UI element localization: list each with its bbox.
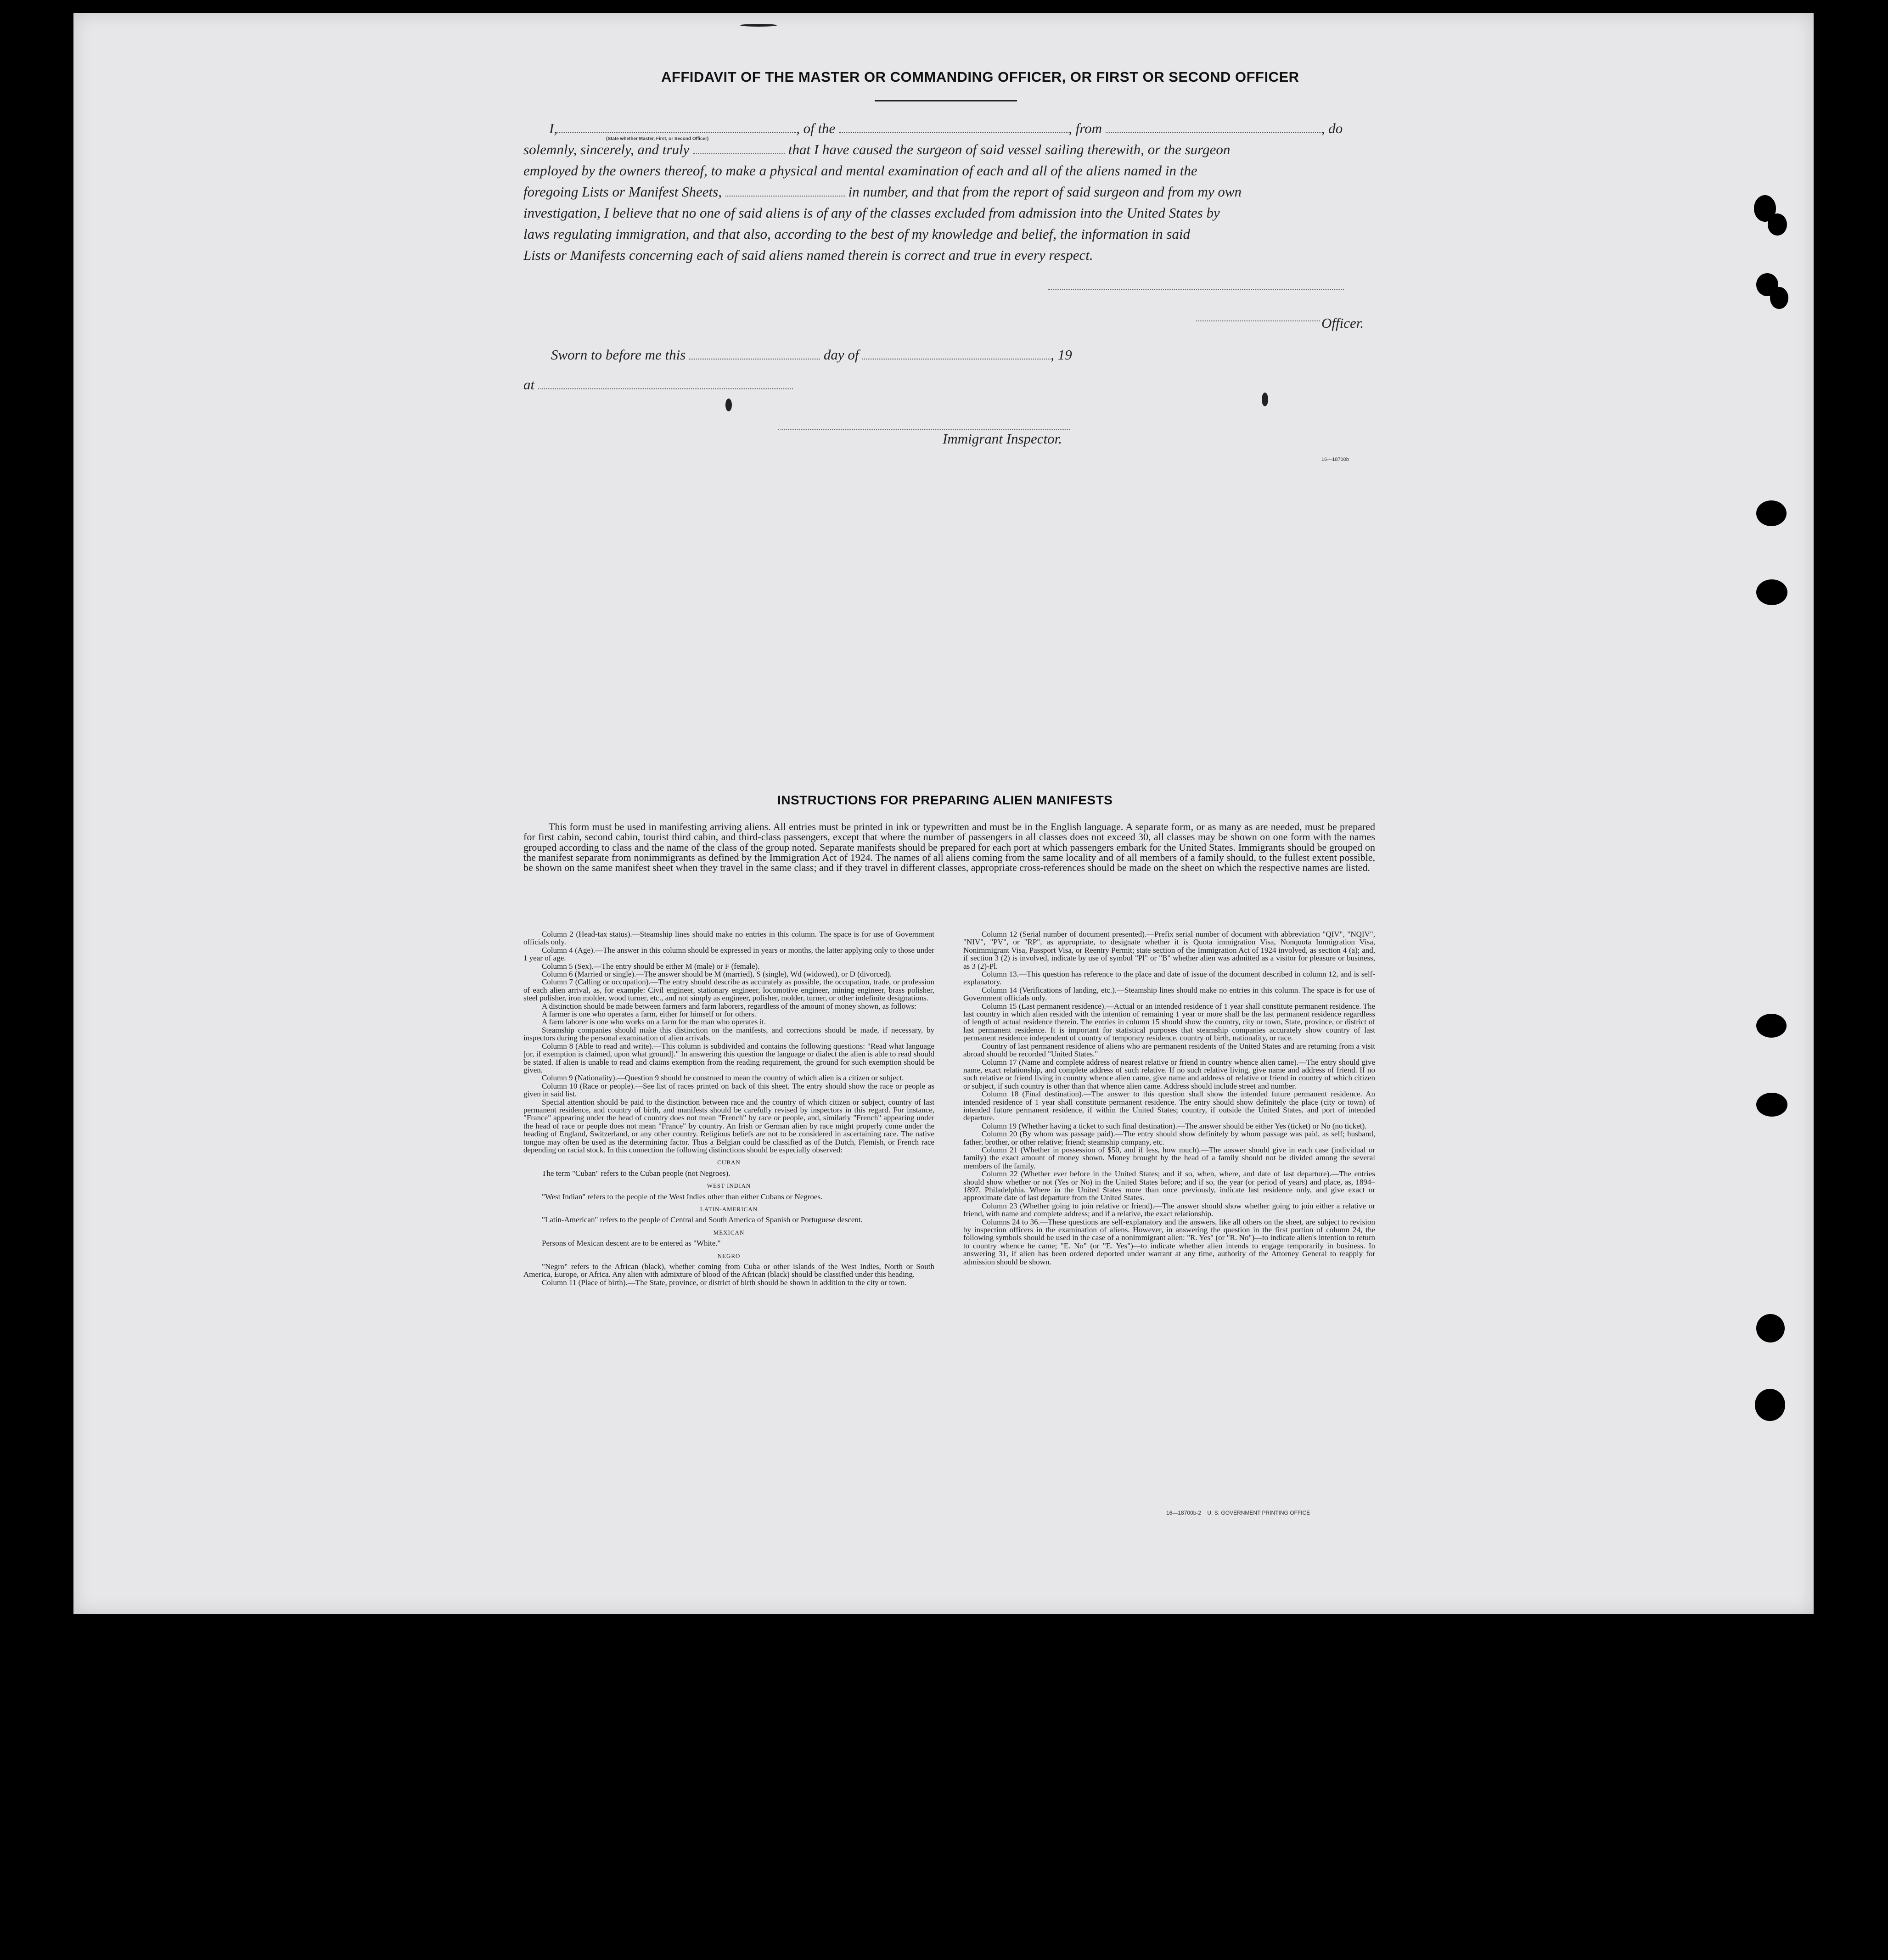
instruction-paragraph: A farm laborer is one who works on a farm for the man who operates it. [542,1017,766,1027]
instruction-paragraph: Column 18 (Final destination).—The answer to this question shall show the intended future permanent residence. An intended residence of 1 year shall constitute permanent residence. The entry should show definitely the place (city or town) of intended future permanent residence, if within the United States; country, if outside the United States, and port of intended departure. [963,1090,1375,1123]
form-number: 16—18700b [1321,457,1349,462]
instruction-paragraph: Columns 24 to 36.—These questions are self-explanatory and the answers, like all others on the sheet, are subject to revision by inspection officers in the examination of aliens. However, in answering the question in the first portion of column 24, the following symbols should be used in the case of a nonimmigrant alien: "R. Yes" (or "R. No")—to indicate alien's intention to return to country whence he came; "E. No" (or "E. Yes")—to indicate whether alien intends to engage temporarily in business. In answering 31, if alien has been ordered deported under warrant at any time, authority of the Attorney General to reapply for admission should be shown. [963,1217,1375,1266]
heading-mexican: MEXICAN [713,1229,745,1236]
at-line: at [523,376,793,393]
instruction-paragraph: Column 7 (Calling or occupation).—The entry should describe as accurately as possible, the occupation, trade, or profession of each alien arrival, as, for example: Civil engineer, stationary engineer, locomotive engineer, mining engineer, brass polisher, steel polisher, iron molder, wood turner, etc., and not simply as engineer, polisher, molder, turner, or other indefinite designations. [523,977,934,1003]
instruction-paragraph: Column 22 (Whether ever before in the United States; and if so, when, where, and date of last departure).—The entries should show whether or not (Yes or No) in the United States before; and if so, the year (or period of years) and place, as, 1894–1897, Philadelphia. Where in the United States more than once previously, indicate last residence only, and give exact or approximate date of last departure from the United States. [963,1169,1375,1202]
text-negro: "Negro" refers to the African (black), whether coming from Cuba or other islands of the West Indies, North or South America, Europe, or Africa. Any alien with admixture of blood of the African (black) should be classified under this heading. [523,1262,934,1279]
blank-field[interactable] [693,141,785,154]
affidavit-line-3: employed by the owners thereof, to make a physical and mental examination of each and all of the aliens named in the [523,163,1197,179]
binder-hole [1770,287,1788,309]
officer-signature-line[interactable] [1196,320,1320,321]
binder-hole [1756,500,1787,526]
ink-smudge [1262,393,1268,406]
affidavit-line-7: Lists or Manifests concerning each of said aliens named therein is correct and true in every respect. [523,247,1093,263]
instructions-intro: This form must be used in manifesting arriving aliens. All entries must be printed in ink or typewritten and must be in the English language. A separate form, or as many as are needed, must be prepared for first cabin, second cabin, tourist third cabin, and third-class passengers, except that where the number of passengers in all classes does not exceed 30, all classes may be shown on one form with the names grouped according to class and the name of the class of the group noted. Separate manifests should be prepared for each port at which passengers embark for the United States. Immigrants should be grouped on the manifest separate from nonimmigrants as defined by the Immigration Act of 1924. The names of all aliens coming from the same locality and of all members of a family should, to the fullest extent possible, be shown on the same manifest sheet when they travel in the same class; and if they travel in different classes, appropriate cross-references should be made on the sheet on which the respective names are listed. [523,821,1375,874]
affidavit-line-2: solemnly, sincerely, and truly that I have caused the surgeon of said vessel sailing therewith, or the surgeon [523,141,1231,157]
text-west-indian: "West Indian" refers to the people of the West Indies other than either Cubans or Negroes. [542,1192,823,1201]
text-latin-american: "Latin-American" refers to the people of Central and South America of Spanish or Portuguese descent. [542,1215,863,1224]
instruction-paragraph: Steamship companies should make this distinction on the manifests, and corrections should be made, if necessary, by inspectors during the personal examination of alien arrivals. [523,1025,934,1043]
instruction-paragraph: A distinction should be made between farmers and farm laborers, regardless of the amount of money shown, as follows: [542,1001,916,1011]
instruction-paragraph: Column 21 (Whether in possession of $50, and if less, how much).—The answer should give in each case (individual or family) the exact amount of money shown. Money brought by the head of a family should not be divided among the several members of the family. [963,1145,1375,1170]
instruction-paragraph: Column 14 (Verifications of landing, etc.).—Steamship lines should make no entries in this column. The space is for use of Government officials only. [963,985,1375,1003]
place-field[interactable] [538,376,793,389]
instruction-paragraph: Column 5 (Sex).—The entry should be either M (male) or F (female). [542,961,760,971]
instruction-paragraph: Column 10 (Race or people).—See list of races printed on back of this sheet. The entry should show the race or people as given in said list. [523,1081,934,1099]
vessel-name-field[interactable] [839,120,1068,133]
inspector-signature-line[interactable] [778,429,1070,430]
instructions-left-column [523,930,934,1286]
text-column-11: Column 11 (Place of birth).—The State, province, or district of birth should be shown in addition to the city or town. [542,1278,907,1287]
port-field[interactable] [1106,120,1321,133]
instruction-paragraph: A farmer is one who operates a farm, either for himself or for others. [542,1010,756,1019]
instruction-paragraph: Column 17 (Name and complete address of nearest relative or friend in country whence alien came).—The entry should give name, exact relationship, and complete address of such relative. If no such relative living, give name and address of friend. If no such relative or friend living in country whence alien came, give name and address of relative or friend in country of which citizen or subject, if such country is other than that whence alien came. Address should include street and number. [963,1057,1375,1090]
instruction-paragraph: Special attention should be paid to the distinction between race and the country of which citizen or subject, country of last permanent residence, and country of birth, and manifests should be carefully revised by inspectors in this regard. For instance, "France" appearing under the head of country does not mean "French" by race or people, and, similarly "French" appearing under the head of race or people does not mean "France" by country. An Irish or German alien by race might properly come under the heading of England, Switzerland, or any other country. Religious beliefs are not to be considered in ascertaining race. The native tongue may often be used as the determining factor. Thus a Belgian could be classified as of the Dutch, Flemish, or French race depending on racial stock. In this connection the following distinctions should be especially observed: [523,1097,934,1154]
officer-rank-field[interactable] [557,120,796,133]
instruction-paragraph: Column 19 (Whether having a ticket to such final destination).—The answer should be either Yes (ticket) or No (no ticket). [982,1121,1367,1130]
instruction-paragraph: Column 8 (Able to read and write).—This column is subdivided and contains the following questions: "Read what language [or, if exemption is claimed, upon what ground]." In answering this question the language or dialect the alien is able to read should be stated. If alien is unable to read and claims exemption from the reading requirement, the ground for such exemption should be given. [523,1041,934,1074]
inspector-label: Immigrant Inspector. [943,431,1062,447]
rank-note: (State whether Master, First, or Second Officer) [606,136,709,141]
title-underline [875,100,1017,101]
affidavit-line-6: laws regulating immigration, and that also, according to the best of my knowledge and belief, the information in said [523,226,1191,242]
ink-smudge [740,24,777,27]
sworn-date-field[interactable] [689,347,820,359]
instruction-paragraph: Column 6 (Married or single).—The answer should be M (married), S (single), Wd (widowed), or D (divorced). [542,970,892,979]
instruction-paragraph: Column 23 (Whether going to join relative or friend).—The answer should show whether going to join either a relative or friend, with name and complete address; and if a relative, the exact relationship. [963,1201,1375,1219]
binder-hole [1756,1314,1785,1342]
text-mexican: Persons of Mexican descent are to be entered as "White." [542,1239,721,1248]
instruction-paragraph: Column 9 (Nationality).—Question 9 should be construed to mean the country of which alien is a citizen or subject. [542,1073,904,1083]
ink-smudge [725,399,732,411]
instruction-paragraph: Country of last permanent residence of aliens who are permanent residents of the United States and are returning from a visit abroad should be recorded "United States." [963,1041,1375,1059]
text-cuban: The term "Cuban" refers to the Cuban people (not Negroes). [542,1168,730,1178]
instructions-right-column [963,930,1375,1266]
instruction-paragraph: Column 13.—This question has reference to the place and date of issue of the document described in column 12, and is self-explanatory. [963,970,1375,987]
binder-hole [1768,213,1787,236]
signature-line[interactable] [1048,289,1344,290]
affidavit-line-4: foregoing Lists or Manifest Sheets, in number, and that from the report of said surgeon and from my own [523,184,1242,200]
instruction-paragraph: Column 20 (By whom was passage paid).—The entry should show definitely by whom passage was paid, as self; husband, father, brother, or other relative; friend; steamship company, etc. [963,1129,1375,1146]
binder-hole [1756,1093,1787,1117]
instruction-paragraph: Column 4 (Age).—The answer in this column should be expressed in years or months, the latter applying only to those under 1 year of age. [523,945,934,963]
sworn-month-field[interactable] [862,347,1051,359]
binder-hole [1756,579,1787,605]
instruction-paragraph: Column 12 (Serial number of document presented).—Prefix serial number of document with abbreviation "QIV", "NQIV", "NIV", "PV", or "RP", as appropriate, to designate whether it is Quota immigration Visa, Nonquota Immigration Visa, Nonimmigrant Visa, Passport Visa, or Reentry Permit; state section of the Immigration Act of 1924 involved, as section 4 (a); and, if section 3 (2) is involved, indicate by use of symbol "Pl" or "B" whether alien was admitted as a visitor for pleasure or business, as 3 (2)-Pl. [963,930,1375,971]
affidavit-line-5: investigation, I believe that no one of said aliens is of any of the classes excluded from admission into the United States by [523,205,1220,221]
sworn-line: Sworn to before me this day of , 19 [551,347,1072,363]
footer-form-number: 16—18700b-2 U. S. GOVERNMENT PRINTING OFFICE [1166,1510,1310,1516]
affidavit-title: AFFIDAVIT OF THE MASTER OR COMMANDING OFFICER, OR FIRST OR SECOND OFFICER [661,69,1299,85]
instructions-title: INSTRUCTIONS FOR PREPARING ALIEN MANIFESTS [777,793,1113,807]
heading-cuban: CUBAN [717,1159,741,1166]
officer-label: Officer. [1321,315,1364,331]
heading-negro: NEGRO [717,1252,741,1259]
affidavit-line-1: I, , of the , from , do [549,120,1343,136]
heading-latin-american: LATIN-AMERICAN [700,1206,758,1213]
instruction-paragraph: Column 2 (Head-tax status).—Steamship lines should make no entries in this column. The space is for use of Government officials only. [523,930,934,947]
heading-west-indian: WEST INDIAN [707,1182,751,1190]
instruction-paragraph: Column 15 (Last permanent residence).—Actual or an intended residence of 1 year shall constitute permanent residence. The last country in which alien resided with the intention of remaining 1 year or more shall be the last permanent residence regardless of length of actual residence therein. The entries in column 15 should show the country, city or town, State, province, or district of last permanent residence. It is important for statistical purposes that steamship companies accurately show country of last permanent residence independent of country of temporary residence, country of birth, nationality, or race. [963,1001,1375,1043]
binder-hole [1755,1389,1785,1421]
binder-hole [1756,1014,1787,1038]
alien-count-field[interactable] [725,184,845,197]
